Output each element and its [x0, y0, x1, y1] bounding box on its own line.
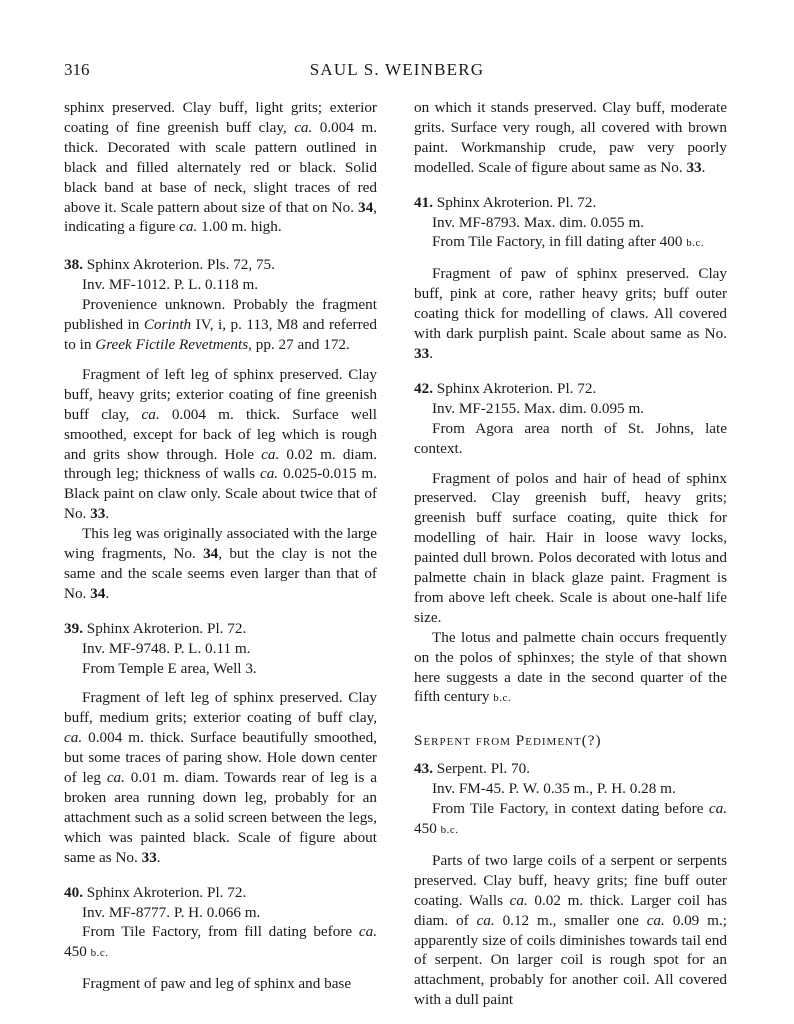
entry-39-inventory: Inv. MF-9748. P. L. 0.11 m.	[82, 639, 251, 657]
section-title: Serpent from Pediment(?)	[414, 732, 602, 750]
entry-38-description: Fragment of left leg of sphinx preserved. Clay buff, heavy grits; exterior coating of fine greenish buff clay, ca. 0.004 m. thick. Surface well smoothed, except for back of leg which is rough and grits show through. Hole ca. 0.02 m. diam. through leg; thickness of walls ca. 0.025-0.015 m. Black paint on claw only. Scale about twice that of No. 33.	[64, 365, 378, 523]
entry-40-description: Fragment of paw and leg of sphinx and base	[82, 975, 352, 993]
entry-38-note: This leg was originally associated with the large wing fragments, No. 34, but the clay is not the same and the scale seems even larger than that of No. 34.	[64, 525, 377, 602]
entry-42-note: The lotus and palmette chain occurs frequently on the polos of sphinxes; the style of that shown here suggests a date in the second quarter of the fifth century b.c.	[414, 628, 727, 706]
entry-38-provenience: Provenience unknown. Probably the fragment published in Corinth IV, i, p. 113, M8 and referred to in Greek Fictile Revetments, pp. 27 and 172.	[64, 296, 377, 353]
entry-39-provenience: From Temple E area, Well 3.	[82, 659, 257, 677]
entry-43-description: Parts of two large coils of a serpent or serpents preserved. Clay buff, heavy grits; fine buff outer coating. Walls ca. 0.02 m. thick. Larger coil has diam. of ca. 0.12 m., smaller one ca. 0.09 m.; apparently size of coils diminishes towards tail end of serpent. On larger coil is rough spot for an attachment, probably for another coil. All covered with a dull paint	[414, 851, 727, 1009]
page-header	[64, 60, 730, 86]
left-column	[64, 98, 377, 994]
right-column	[414, 98, 727, 1010]
entry-41-provenience: From Tile Factory, in fill dating after 400 b.c.	[432, 233, 705, 251]
page-number: 316	[64, 60, 90, 79]
entry-41-inventory: Inv. MF-8793. Max. dim. 0.055 m.	[432, 213, 645, 231]
entry-42-heading: 42. Sphinx Akroterion. Pl. 72.	[414, 379, 597, 397]
entry-40-heading: 40. Sphinx Akroterion. Pl. 72.	[64, 883, 247, 901]
entry-41-heading: 41. Sphinx Akroterion. Pl. 72.	[414, 193, 597, 211]
entry-39-description: Fragment of left leg of sphinx preserved. Clay buff, medium grits; exterior coating of buff clay, ca. 0.004 m. thick. Surface beautifully smoothed, but some traces of paring show. Hole down center of leg ca. 0.01 m. diam. Towards rear of leg is a broken area running down leg, probably for an attachment such as a solid screen between the legs, which was painted black. Scale of figure about same as No. 33.	[64, 689, 377, 866]
continued-paragraph-right: on which it stands preserved. Clay buff, moderate grits. Surface very rough, all covered with brown paint. Workmanship crude, paw very poorly modelled. Scale of figure about same as No. 33.	[414, 99, 727, 176]
entry-43-heading: 43. Serpent. Pl. 70.	[414, 760, 531, 778]
entry-42-description: Fragment of polos and hair of head of sphinx preserved. Clay greenish buff, heavy grits; greenish buff surface coating, quite thick for modelling of hair. Hair in loose wavy locks, painted dull brown. Polos decorated with lotus and palmette chain in black glaze paint. Fragment is from above left cheek. Scale is about one-half life size.	[414, 469, 727, 626]
running-head: SAUL S. WEINBERG	[309, 60, 485, 79]
entry-40-inventory: Inv. MF-8777. P. H. 0.066 m.	[82, 903, 261, 921]
entry-42-provenience: From Agora area north of St. Johns, late context.	[414, 419, 727, 457]
continued-paragraph: sphinx preserved. Clay buff, light grits; exterior coating of fine greenish buff clay, ca. 0.004 m. thick. Decorated with scale pattern outlined in black and filled alternately red or black. Solid black band at base of neck, slight traces of red above it. Scale pattern about size of that on No. 34, indicating a figure ca. 1.00 m. high.	[64, 99, 377, 236]
entry-40-provenience: From Tile Factory, from fill dating before ca. 450 b.c.	[64, 923, 377, 961]
entry-38-heading: 38. Sphinx Akroterion. Pls. 72, 75.	[64, 256, 275, 274]
entry-38-inventory: Inv. MF-1012. P. L. 0.118 m.	[82, 276, 259, 294]
entry-41-description: Fragment of paw of sphinx preserved. Clay buff, pink at core, rather heavy grits; buff outer coating thick for modelling of claws. All covered with dark purplish paint. Scale about same as No. 33.	[414, 265, 727, 362]
entry-43-inventory: Inv. FM-45. P. W. 0.35 m., P. H. 0.28 m.	[432, 780, 676, 798]
entry-43-provenience: From Tile Factory, in context dating before ca. 450 b.c.	[414, 800, 727, 837]
entry-39-heading: 39. Sphinx Akroterion. Pl. 72.	[64, 619, 247, 637]
entry-42-inventory: Inv. MF-2155. Max. dim. 0.095 m.	[432, 399, 645, 417]
